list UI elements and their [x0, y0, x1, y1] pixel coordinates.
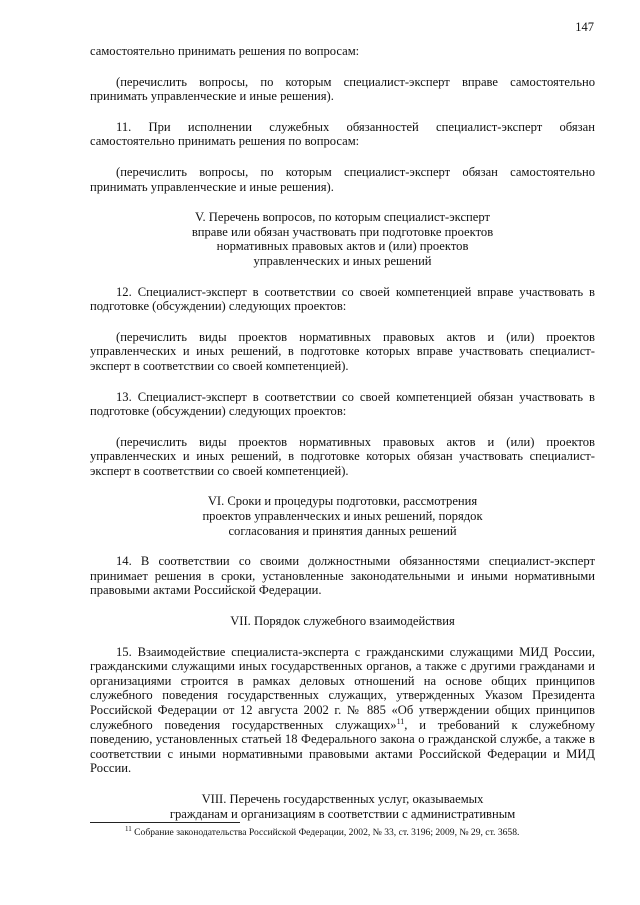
heading-line: вправе или обязан участвовать при подготовке проектов	[191, 224, 494, 239]
footnote-marker: 11	[125, 824, 132, 833]
paragraph: (перечислить вопросы, по которым специалист-эксперт вправе самостоятельно принимать управленческие и иные решения).	[90, 74, 595, 104]
footnote-divider	[90, 822, 240, 823]
heading-line: VI. Сроки и процедуры подготовки, рассмотрения	[207, 494, 478, 509]
footnote-text: Собрание законодательства Российской Федерации, 2002, № 33, ст. 3196; 2009, № 29, ст. 3658.	[131, 827, 520, 838]
paragraph: 13. Специалист-эксперт в соответствии со своей компетенцией обязан участвовать в подготовке (обсуждении) следующих проектов:	[90, 389, 595, 419]
paragraph-with-footnote	[90, 645, 595, 776]
paragraph: (перечислить вопросы, по которым специалист-эксперт обязан самостоятельно принимать управленческие и иные решения).	[90, 164, 595, 194]
paragraph: 14. В соответствии со своими должностными обязанностями специалист-эксперт принимает решения в сроки, установленные законодательными и иными нормативными правовыми актами Российской Федерации.	[90, 554, 595, 598]
paragraph-text: , и требований к служебному поведению, установленных статьей 18 Федерального закона о гражданской службе, а также в соответствии с иными нормативными правовыми актами Российской Федерации и МИД России.	[90, 717, 595, 776]
heading-line: нормативных правовых актов и (или) проектов	[216, 239, 469, 254]
paragraph: 11. При исполнении служебных обязанностей специалист-эксперт обязан самостоятельно принимать решения по вопросам:	[90, 119, 595, 149]
page-body	[90, 44, 595, 821]
heading-line: V. Перечень вопросов, по которым специалист-эксперт	[195, 210, 490, 225]
heading-line: VIII. Перечень государственных услуг, оказываемых	[201, 791, 484, 806]
paragraph: (перечислить виды проектов нормативных правовых актов и (или) проектов управленческих и иных решений, в подготовке которых вправе участвовать специалист-эксперт в соответствии со своей компетенцией).	[90, 329, 595, 373]
heading-line: проектов управленческих и иных решений, порядок	[202, 509, 483, 524]
heading-line: управленческих и иных решений	[253, 253, 432, 268]
footnote	[125, 824, 520, 839]
section-heading	[90, 614, 595, 629]
paragraph-text: 15. Взаимодействие специалиста-эксперта с гражданскими служащими МИД России, гражданскими служащими иных государственных органов, а также с другими гражданами и организациями строится в рамках деловых отношений на основе общих принципов служебного поведения государственных служащих, утвержденных Указом Президента Российской Федерации от 12 августа 2002 г. № 885 «Об утверждении общих принципов служебного поведения государственных служащих»	[90, 644, 595, 732]
section-heading	[90, 494, 595, 538]
section-heading	[90, 792, 595, 821]
page-number: 147	[575, 20, 594, 34]
heading-line: гражданам и организациям в соответствии с административным	[169, 806, 516, 821]
section-heading	[90, 210, 595, 268]
paragraph: (перечислить виды проектов нормативных правовых актов и (или) проектов управленческих и иных решений, в подготовке которых обязан участвовать специалист-эксперт в соответствии со своей компетенцией).	[90, 434, 595, 478]
paragraph: 12. Специалист-эксперт в соответствии со своей компетенцией вправе участвовать в подготовке (обсуждении) следующих проектов:	[90, 284, 595, 314]
heading-line: согласования и принятия данных решений	[228, 523, 457, 538]
heading-line: VII. Порядок служебного взаимодействия	[230, 614, 455, 629]
text-line: самостоятельно принимать решения по вопросам:	[90, 44, 360, 58]
footnote-reference[interactable]: 11	[396, 716, 405, 726]
